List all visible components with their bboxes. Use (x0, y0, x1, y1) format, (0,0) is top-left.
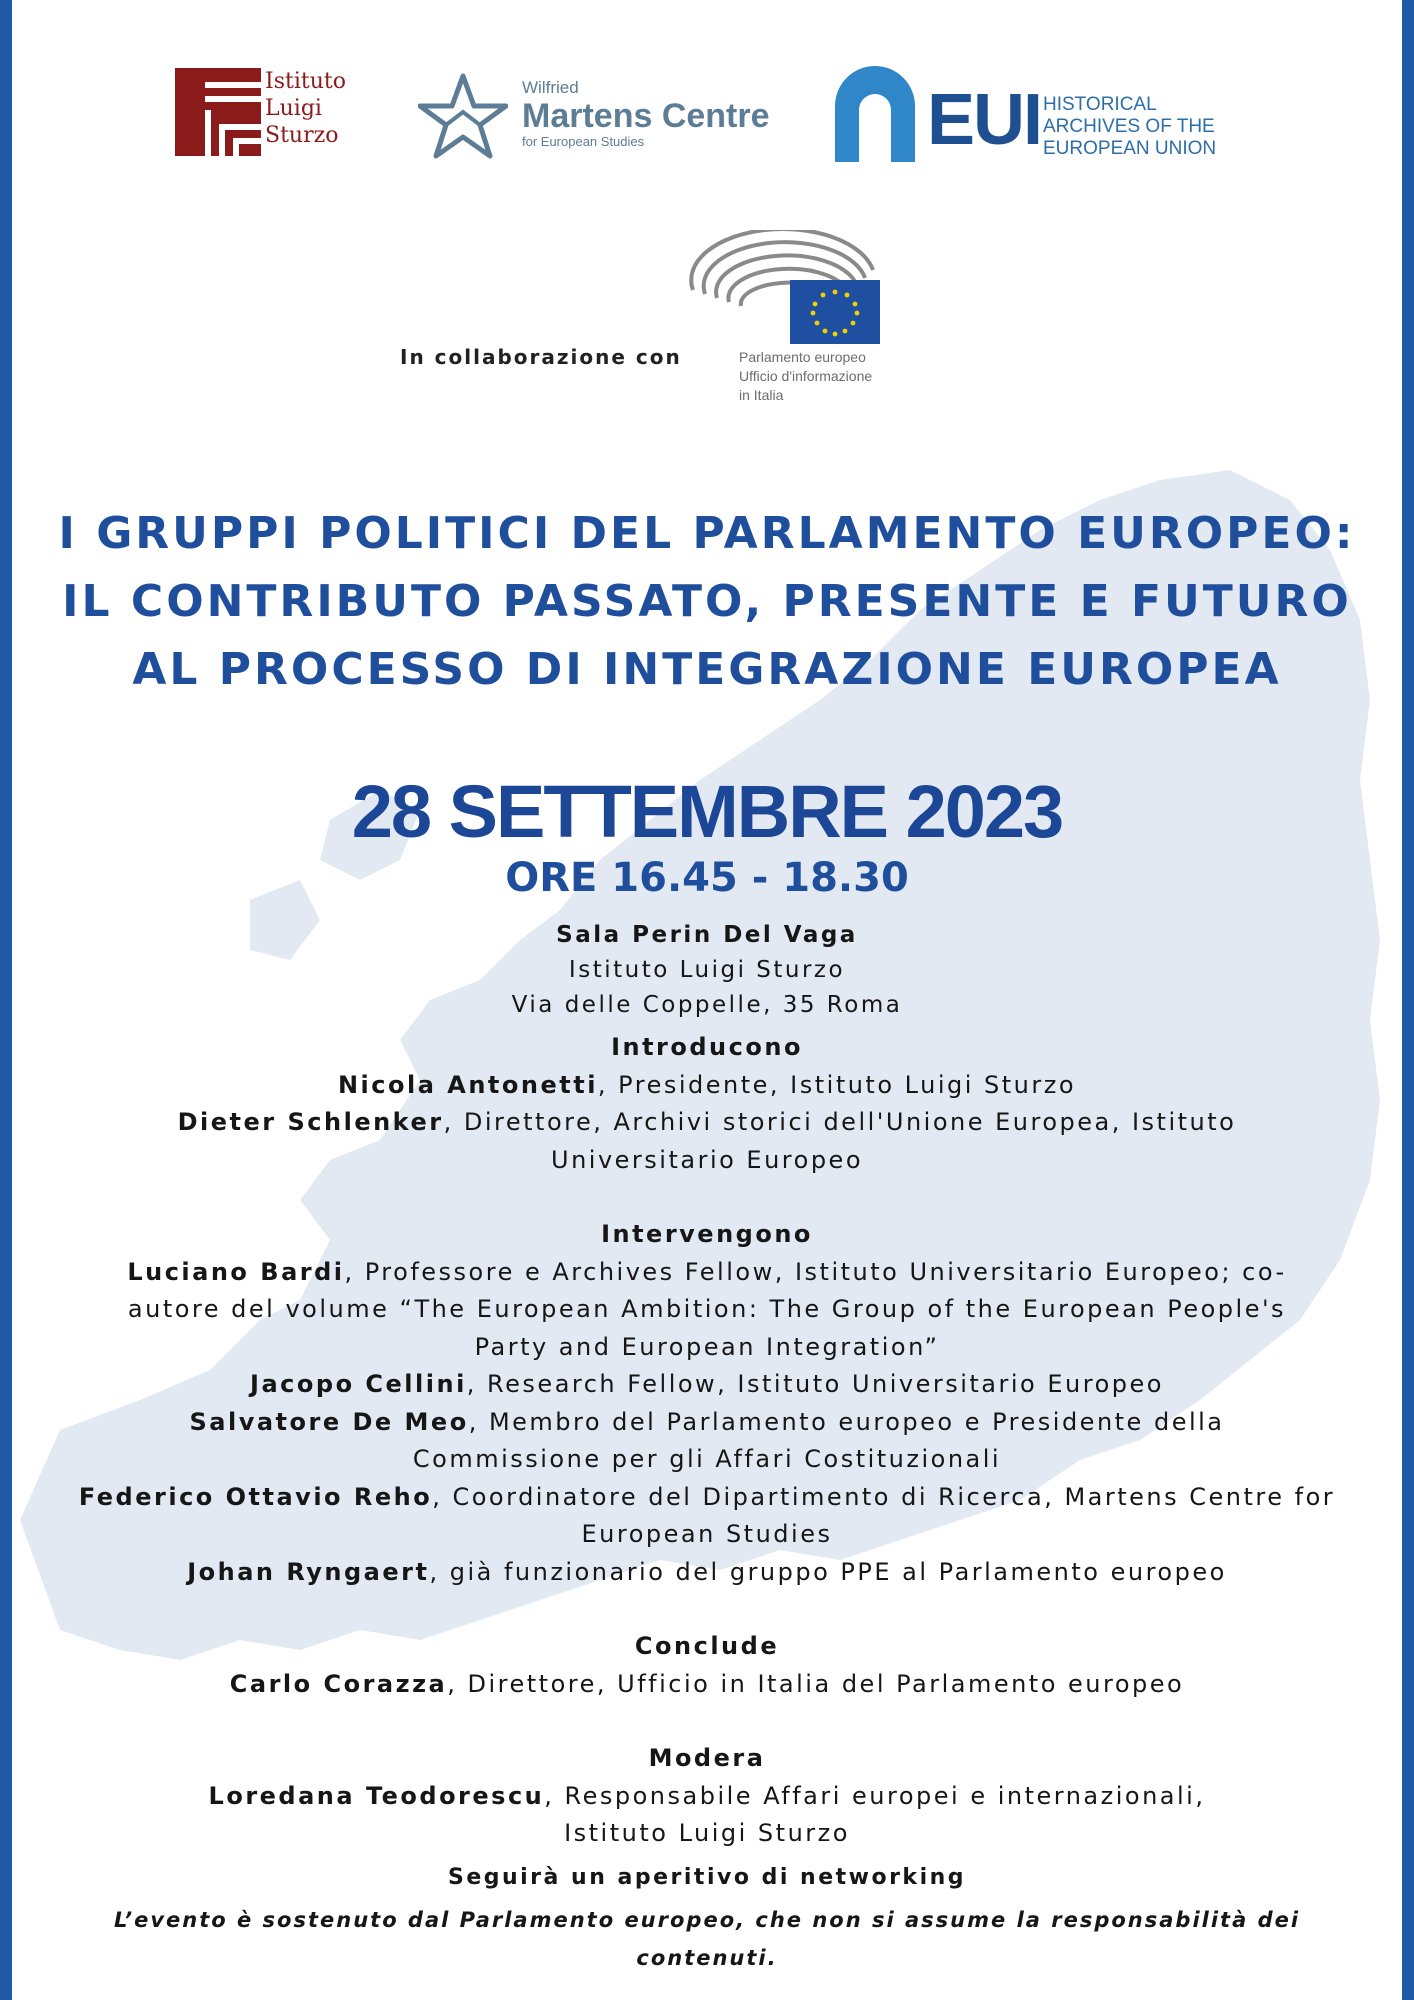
speaker-name: Nicola Antonetti (337, 1070, 598, 1099)
event-time: ORE 16.45 - 18.30 (505, 855, 909, 901)
speaker-entry (40, 1479, 1374, 1554)
speaker-role: , Direttore, Ufficio in Italia del Parlamento europeo (447, 1669, 1185, 1698)
title-line: AL PROCESSO DI INTEGRAZIONE EUROPEA (132, 644, 1282, 695)
speaker-name: Salvatore De Meo (189, 1407, 469, 1436)
european-parliament-logo (685, 230, 885, 410)
speaker-entry (40, 1366, 1374, 1404)
speaker-name: Jacopo Cellini (250, 1370, 467, 1398)
speaker-entry (40, 1666, 1374, 1704)
eui-line: HISTORICAL (1043, 94, 1157, 115)
speaker-role: , Presidente, Istituto Luigi Sturzo (597, 1070, 1077, 1099)
speaker-role: , Membro del Parlamento europeo e Presidente della Commissione per gli Affari Costituzionali (412, 1407, 1225, 1473)
speaker-role: , Professore e Archives Fellow, Istituto Universitario Europeo; co-autore del volume “The European Ambition: The Group of the European People's Party and European Integration” (127, 1257, 1287, 1361)
event-title (40, 500, 1374, 704)
eui-archives-logo (835, 66, 1255, 166)
eui-line: EUROPEAN UNION (1043, 138, 1217, 159)
venue-address: Via delle Coppelle, 35 Roma (511, 992, 903, 1018)
eui-line: ARCHIVES OF THE (1043, 116, 1215, 137)
networking-note: Seguirà un aperitivo di networking (447, 1864, 967, 1890)
speaker-name: Carlo Corazza (229, 1669, 448, 1698)
section-heading-modera: Modera (648, 1744, 766, 1772)
section-heading-conclude: Conclude (634, 1632, 780, 1660)
sturzo-line: Luigi (265, 96, 322, 121)
section-heading-introducono: Introducono (611, 1033, 803, 1061)
event-program (40, 918, 1374, 1977)
speaker-name: Dieter Schlenker (177, 1108, 444, 1136)
sturzo-line: Istituto (265, 69, 346, 94)
speaker-entry (40, 1254, 1374, 1367)
event-date: 28 SETTEMBRE 2023 (351, 770, 1063, 853)
speaker-entry (40, 1554, 1374, 1592)
ep-line: Parlamento europeo (739, 349, 866, 365)
partner-logos (0, 60, 1414, 170)
eui-door-icon (835, 66, 915, 162)
ep-line: Ufficio d'informazione (739, 368, 873, 384)
star-icon (418, 72, 508, 160)
speaker-entry (40, 1104, 1374, 1179)
speaker-entry (40, 1778, 1374, 1853)
speaker-name: Federico Ottavio Reho (78, 1482, 433, 1511)
martens-line1: Wilfried (522, 78, 579, 97)
title-line: I GRUPPI POLITICI DEL PARLAMENTO EUROPEO: (58, 508, 1356, 559)
ep-line: in Italia (739, 387, 784, 403)
istituto-sturzo-logo (175, 68, 355, 160)
speaker-name: Johan Ryngaert (187, 1557, 430, 1586)
speaker-role: , Coordinatore del Dipartimento di Ricerca, Martens Centre for European Studies (432, 1482, 1336, 1548)
collaboration-label: In collaborazione con (400, 345, 682, 369)
martens-line3: for European Studies (522, 134, 645, 149)
speaker-entry (40, 1067, 1374, 1105)
martens-centre-logo (418, 72, 778, 162)
section-heading-intervengono: Intervengono (601, 1220, 813, 1248)
speaker-name: Luciano Bardi (127, 1257, 345, 1286)
speaker-name: Loredana Teodorescu (208, 1781, 545, 1810)
venue (40, 918, 1374, 1023)
speaker-role: , già funzionario del gruppo PPE al Parlamento europeo (429, 1557, 1227, 1586)
speaker-entry (40, 1404, 1374, 1479)
speaker-role: , Research Fellow, Istituto Universitario Europeo (466, 1370, 1164, 1398)
parliament-hemicycle-icon (685, 230, 885, 350)
speaker-role: , Direttore, Archivi storici dell'Unione Europea, Istituto Universitario Europeo (443, 1108, 1237, 1174)
title-line: IL CONTRIBUTO PASSATO, PRESENTE E FUTURO (62, 576, 1352, 627)
sturzo-emblem-icon (175, 68, 261, 156)
martens-line2: Martens Centre (522, 97, 770, 135)
eui-wordmark: EUI (927, 80, 1042, 160)
venue-institute: Istituto Luigi Sturzo (568, 957, 846, 983)
sturzo-line: Sturzo (265, 123, 339, 148)
venue-room: Sala Perin Del Vaga (556, 922, 858, 948)
speaker-role: , Responsabile Affari europei e internazionali, Istituto Luigi Sturzo (544, 1781, 1206, 1847)
disclaimer: L’evento è sostenuto dal Parlamento europeo, che non si assume la responsabilità dei contenuti. (113, 1908, 1301, 1970)
